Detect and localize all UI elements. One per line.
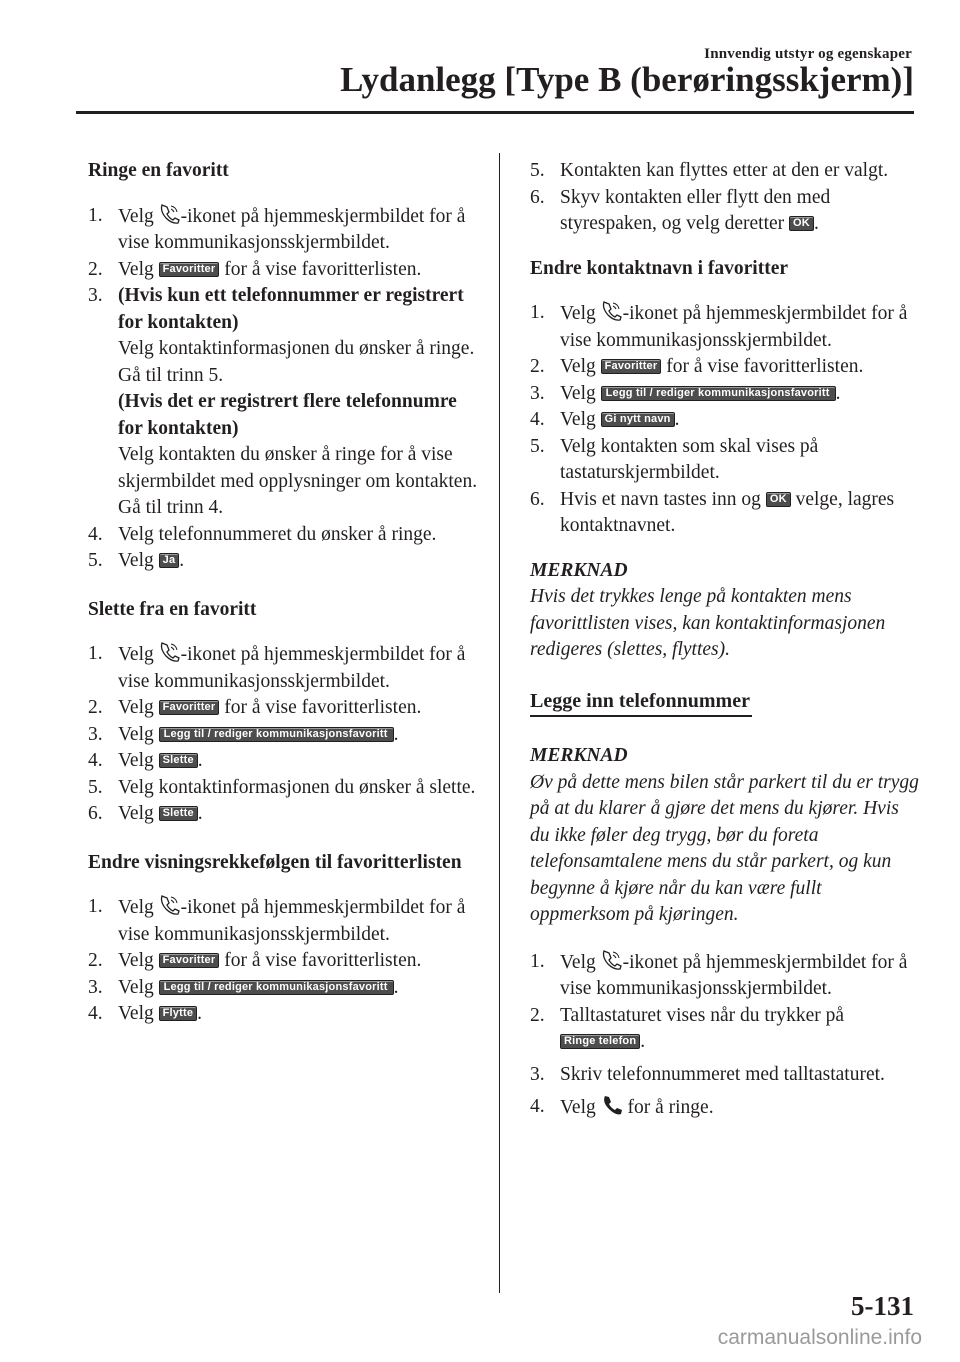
slette-button[interactable]: Slette (159, 806, 198, 821)
list-item: 3. Velg Legg til / rediger kommunikasjonsfavoritt . (88, 723, 399, 745)
left-column (88, 158, 480, 1050)
list-item: 5. Kontakten kan flyttes etter at den er valgt. (530, 160, 889, 181)
list-item: 4. Velg Flytte . (88, 1003, 203, 1024)
list-item: 5. Velg Ja . (88, 550, 185, 571)
list-item: 3. Velg Legg til / rediger kommunikasjonsfavoritt . (530, 382, 841, 404)
list-item: 2. Talltastaturet vises når du trykker på Ringe telefon . (530, 1004, 844, 1052)
favoritter-button[interactable]: Favoritter (159, 262, 220, 277)
phone-app-icon (601, 300, 623, 322)
note-body: Hvis det trykkes lenge på kontakten mens favorittlisten vises, kan kontaktinformasjonen redigeres (slettes, flyttes). (530, 586, 886, 660)
list-item: 3. Velg Legg til / rediger kommunikasjonsfavoritt . (88, 976, 399, 998)
page-number: 5-131 (851, 1291, 914, 1321)
list-item: 5. Velg kontakten som skal vises på tastaturskjermbildet. (530, 435, 819, 483)
heading-endre-rekkefolge: Endre visningsrekkefølgen til favoritterlisten (88, 851, 462, 873)
flytte-button[interactable]: Flytte (159, 1006, 198, 1021)
list-item: 2. Velg Favoritter for å vise favoritterlisten. (88, 258, 422, 280)
phone-app-icon (601, 949, 623, 971)
slette-button[interactable]: Slette (159, 753, 198, 768)
list-item: 2. Velg Favoritter for å vise favoritterlisten. (530, 356, 864, 377)
list-item: 5. Velg kontaktinformasjonen du ønsker å slette. (88, 776, 476, 798)
ok-button[interactable]: OK (789, 216, 814, 231)
favoritter-button[interactable]: Favoritter (159, 953, 220, 968)
list-item: 3. (Hvis kun ett telefonnummer er registrert for kontakten) Velg kontaktinformasjonen du ønsker å ringe. Gå til trinn 5. (Hvis det er registrert flere telefonnumre for kontakten) Velg kontakten du ønsker å ringe for å vise skjermbildet med opplysninger om kontakten. Gå til trinn 4. (88, 285, 478, 518)
phone-handset-icon (601, 1094, 623, 1116)
note-body: Øv på dette mens bilen står parkert til du er trygg på at du klarer å gjøre det mens du kjører. Hvis du ikke føler deg trygg, bør du foreta telefonsamtalene mens du står parkert, og kun begynne å kjøre når du kan være fullt oppmerksom på kjøringen. (530, 771, 919, 925)
steps-legge-inn-nummer (530, 949, 920, 1122)
steps-endre-rekkefolge (88, 894, 480, 1028)
list-item: 1. Velg -ikonet på hjemmeskjermbildet for å vise kommunikasjonsskjermbildet. (530, 302, 908, 351)
list-item: 4. Velg Gi nytt navn . (530, 409, 680, 430)
heading-ringe-favoritt: Ringe en favoritt (88, 160, 229, 181)
legg-til-favoritt-button[interactable]: Legg til / rediger kommunikasjonsfavoritt (159, 727, 394, 742)
ok-button[interactable]: OK (766, 492, 791, 507)
heading-legge-inn-nummer: Legge inn telefonnummer (530, 688, 752, 718)
list-item: 4. Velg for å ringe. (530, 1096, 714, 1118)
note-title: MERKNAD (530, 745, 628, 766)
steps-slette-favoritt (88, 641, 480, 828)
list-item: 3. Skriv telefonnummeret med talltastaturet. (530, 1063, 885, 1085)
ringe-telefon-button[interactable]: Ringe telefon (560, 1034, 640, 1049)
legg-til-favoritt-button[interactable]: Legg til / rediger kommunikasjonsfavoritt (601, 386, 836, 401)
list-item: 2. Velg Favoritter for å vise favoritterlisten. (88, 697, 422, 718)
list-item: 1. Velg -ikonet på hjemmeskjermbildet for å vise kommunikasjonsskjermbildet. (88, 643, 466, 692)
gi-nytt-navn-button[interactable]: Gi nytt navn (601, 412, 675, 427)
page-title: Lydanlegg [Type B (berøringsskjerm)] (340, 60, 914, 99)
section-label: Innvendig utstyr og egenskaper (704, 46, 912, 62)
favoritter-button[interactable]: Favoritter (601, 359, 662, 374)
list-item: 1. Velg -ikonet på hjemmeskjermbildet for å vise kommunikasjonsskjermbildet. (88, 896, 466, 945)
watermark: carmanualsonline.info (717, 1326, 922, 1349)
right-column (530, 158, 920, 1144)
steps-ringe-favoritt (88, 203, 480, 575)
steps-endre-kontaktnavn (530, 300, 920, 540)
note-title: MERKNAD (530, 559, 628, 581)
legg-til-favoritt-button[interactable]: Legg til / rediger kommunikasjonsfavoritt (159, 980, 394, 995)
favoritter-button[interactable]: Favoritter (159, 700, 220, 715)
steps-endre-rekkefolge-cont (530, 158, 920, 238)
list-item: 6. Velg Slette . (88, 803, 203, 824)
list-item: 6. Hvis et navn tastes inn og OK velge, lagres kontaktnavnet. (530, 488, 895, 536)
list-item: 1. Velg -ikonet på hjemmeskjermbildet for å vise kommunikasjonsskjermbildet. (530, 950, 908, 999)
list-item: 2. Velg Favoritter for å vise favoritterlisten. (88, 950, 422, 971)
list-item: 4. Velg Slette . (88, 750, 203, 771)
heading-endre-kontaktnavn: Endre kontaktnavn i favoritter (530, 257, 789, 279)
ja-button[interactable]: Ja (159, 553, 180, 568)
header-rule (76, 111, 914, 114)
list-item: 6. Skyv kontakten eller flytt den med styrespaken, og velg deretter OK . (530, 186, 831, 234)
phone-app-icon (159, 641, 181, 663)
phone-app-icon (159, 203, 181, 225)
heading-slette-favoritt: Slette fra en favoritt (88, 598, 257, 620)
list-item: 4. Velg telefonnummeret du ønsker å ringe. (88, 523, 437, 545)
list-item: 1. Velg -ikonet på hjemmeskjermbildet for å vise kommunikasjonsskjermbildet. (88, 204, 466, 253)
phone-app-icon (159, 894, 181, 916)
column-divider (499, 153, 500, 1293)
